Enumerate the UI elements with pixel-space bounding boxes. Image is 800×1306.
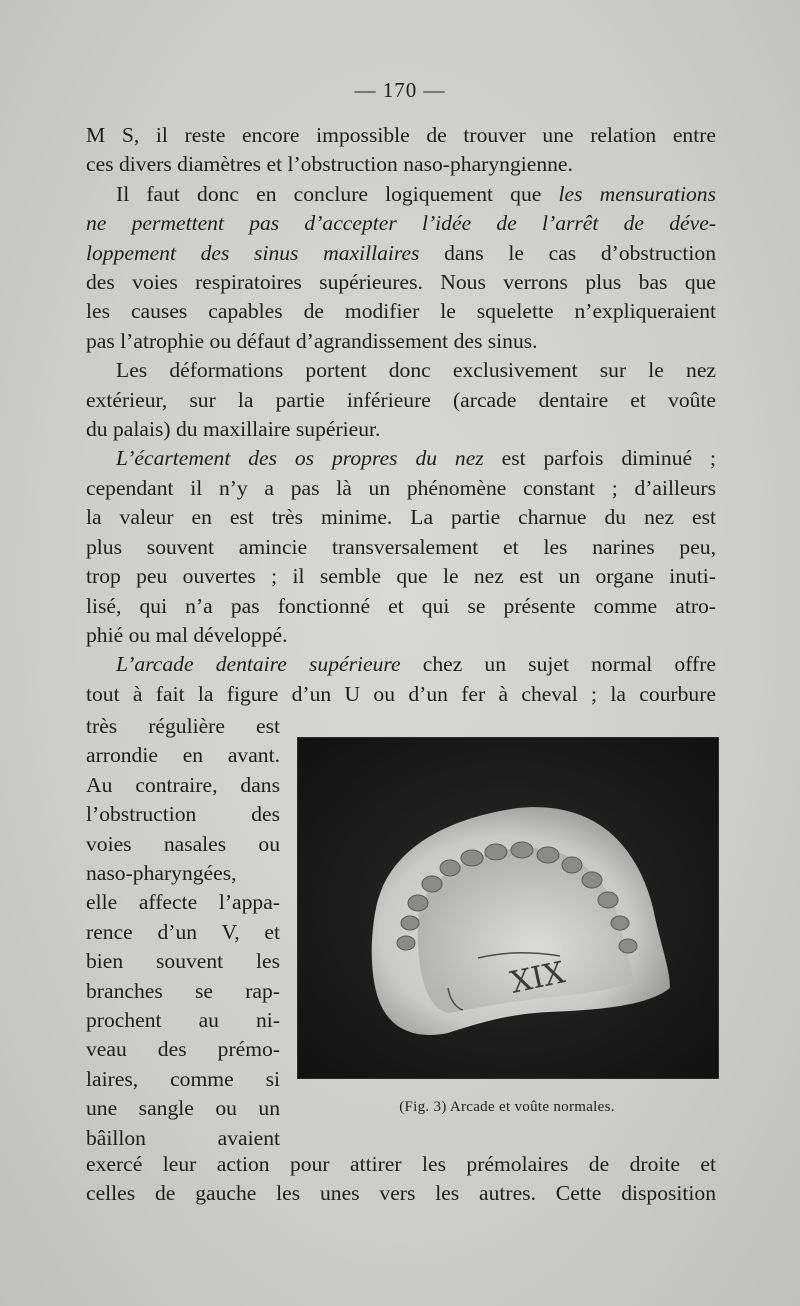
text-line: arrondie en avant. [86,743,280,768]
italic-run: L’arcade dentaire supérieure [116,652,401,677]
wrapped-text-column [86,712,280,1153]
text-line: elle affecte l’appa- [86,890,280,915]
text-line: lisé, qui n’a pas fonctionné et qui se présente comme atro- [86,593,716,618]
text-line: bien souvent les [86,949,280,974]
text-line: veau des prémo- [86,1037,280,1062]
italic-run: les mensurations [558,181,716,206]
text-line: la valeur en est très minime. La partie charnue du nez est [86,505,716,530]
text-line [86,209,716,238]
italic-run: ne permettent pas d’accepter l’idée de l’arrêt de déve- [86,211,716,236]
text-run: Il faut donc en conclure logiquement que [116,181,559,206]
text-line: extérieur, sur la partie inférieure (arcade dentaire et voûte [86,387,716,412]
text-line: bâillon avaient [86,1125,280,1150]
text-line: une sangle ou un [86,1096,280,1121]
text-line: trop peu ouvertes ; il semble que le nez est un organe inuti- [86,564,716,589]
body-text-top [86,121,716,709]
text-run: chez un sujet normal offre [400,652,716,677]
italic-run: loppement des sinus maxillaires [86,240,420,265]
text-line: exercé leur action pour attirer les prémolaires de droite et [86,1152,716,1176]
text-line: Les déformations portent donc exclusivement sur le nez [116,358,716,383]
text-line: l’obstruction des [86,802,280,827]
text-line: les causes capables de modifier le squelette n’expliqueraient [86,299,716,324]
text-line: tout à fait la figure d’un U ou d’un fer à cheval ; la courbure [86,681,716,706]
page-number: — 170 — [354,78,446,102]
italic-run: L’écartement des os propres du nez [116,446,484,471]
text-line: naso-pharyngées, [86,861,237,886]
text-line: cependant il n’y a pas là un phénomène constant ; d’ailleurs [86,475,716,500]
text-line: Au contraire, dans [86,772,280,797]
text-line [86,239,716,268]
text-line: celles de gauche les unes vers les autres. Cette disposition [86,1181,716,1206]
text-run: dans le cas d’obstruction [419,240,716,265]
figure-caption: (Fig. 3) Arcade et voûte normales. [399,1099,615,1115]
text-line: phié ou mal développé. [86,622,288,647]
text-line: rence d’un V, et [86,919,280,944]
text-line: plus souvent amincie transversalement et les narines peu, [86,534,716,559]
text-line [86,444,716,473]
text-line: pas l’atrophie ou défaut d’agrandissement des sinus. [86,328,538,353]
cast-inscription: XIX [507,955,569,1001]
text-line [86,650,716,679]
text-line: très régulière est [86,714,280,738]
text-line: ces divers diamètres et l’obstruction naso-pharyngienne. [86,152,573,177]
text-line: voies nasales ou [86,831,280,856]
text-line: branches se rap- [86,978,280,1003]
text-run: est parfois diminué ; [483,446,716,471]
dental-cast-photo [297,737,719,1079]
text-line: prochent au ni- [86,1008,280,1033]
text-line: des voies respiratoires supérieures. Nous verrons plus bas que [86,270,716,295]
body-text-bottom [86,1150,716,1209]
text-line [86,180,716,209]
text-line: laires, comme si [86,1066,280,1091]
text-line: du palais) du maxillaire supérieur. [86,417,381,442]
text-line: M S, il reste encore impossible de trouver une relation entre [86,123,716,147]
